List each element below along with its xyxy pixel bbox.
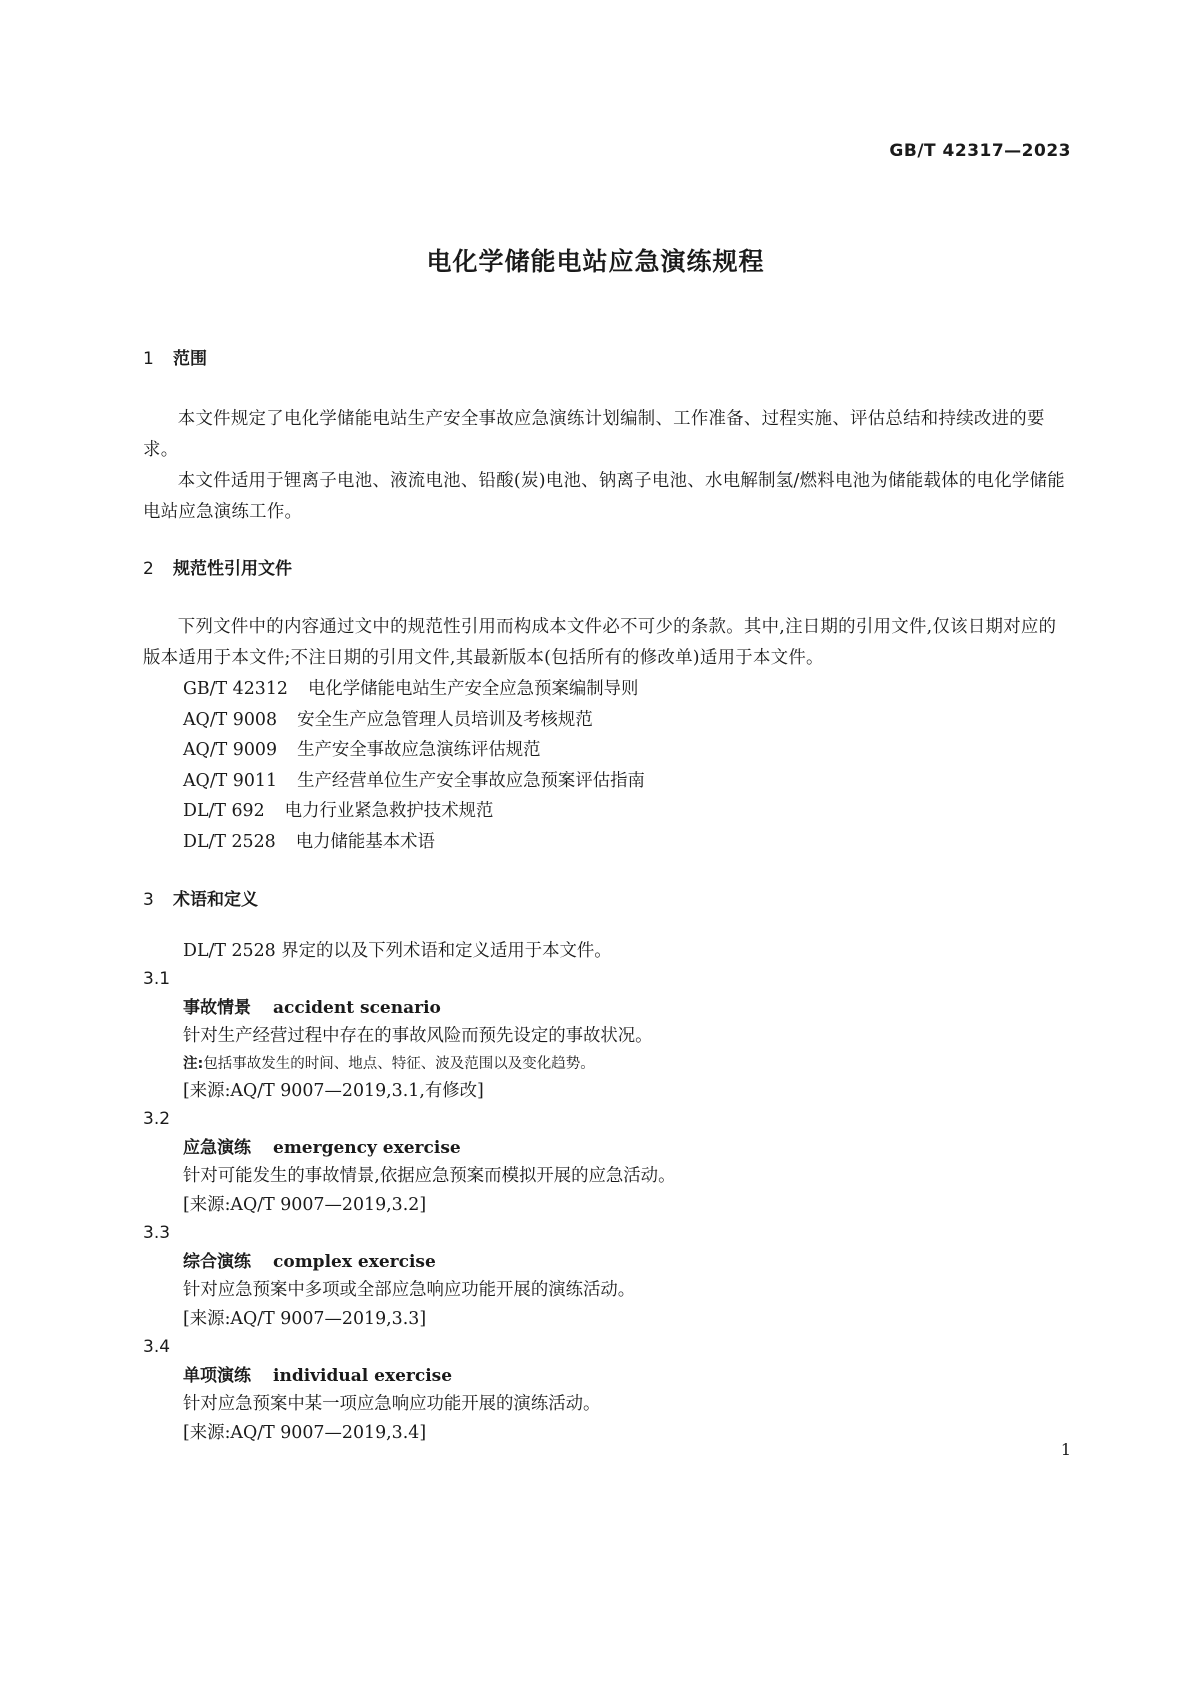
- reference-code: AQ/T 9011: [183, 770, 278, 791]
- note-text: 包括事故发生的时间、地点、特征、波及范围以及变化趋势。: [203, 1056, 595, 1072]
- paragraph: DL/T 2528 界定的以及下列术语和定义适用于本文件。: [183, 941, 612, 961]
- reference-title: 电力储能基本术语: [295, 831, 435, 852]
- term-note: [143, 1051, 1071, 1077]
- paragraph: 下列文件中的内容通过文中的规范性引用而构成本文件必不可少的条款。其中,注日期的引用文件,仅该日期对应的版本适用于本文件;不注日期的引用文件,其最新版本(包括所有的修改单)适用于本文件。: [143, 617, 1057, 668]
- reference-item: [143, 827, 1071, 858]
- section-number: 2: [143, 559, 154, 579]
- reference-code: AQ/T 9009: [183, 740, 278, 760]
- reference-code: GB/T 42312: [183, 679, 288, 699]
- reference-item: [143, 796, 1071, 827]
- term-en: emergency exercise: [273, 1138, 461, 1158]
- term-definition: 针对应急预案中某一项应急响应功能开展的演练活动。: [183, 1394, 601, 1414]
- term-heading: [143, 994, 1071, 1022]
- section-heading: [143, 887, 1071, 913]
- standard-code: GB/T 42317—2023: [889, 141, 1071, 161]
- section-number: 3: [143, 890, 154, 910]
- term-entry: [143, 1106, 1071, 1220]
- section-title: 术语和定义: [173, 890, 258, 910]
- term-definition: 针对可能发生的事故情景,依据应急预案而模拟开展的应急活动。: [183, 1166, 676, 1186]
- note-label: 注:: [183, 1056, 204, 1072]
- term-definition: 针对生产经营过程中存在的事故风险而预先设定的事故状况。: [183, 1026, 653, 1046]
- reference-title: 生产安全事故应急演练评估规范: [297, 740, 541, 760]
- term-en: complex exercise: [273, 1252, 436, 1272]
- section-heading: [143, 346, 1071, 372]
- term-source: [来源:AQ/T 9007—2019,3.3]: [183, 1309, 427, 1329]
- reference-list: [143, 674, 1071, 857]
- term-source: [来源:AQ/T 9007—2019,3.2]: [183, 1195, 427, 1215]
- reference-code: DL/T 692: [183, 801, 265, 821]
- paragraph: 本文件适用于锂离子电池、液流电池、铅酸(炭)电池、钠离子电池、水电解制氢/燃料电池为储能载体的电化学储能电站应急演练工作。: [143, 471, 1065, 522]
- term-number: 3.4: [143, 1337, 171, 1357]
- term-number: 3.2: [143, 1109, 171, 1129]
- section-title: 规范性引用文件: [173, 559, 292, 579]
- term-zh: 单项演练: [183, 1366, 251, 1386]
- page-number: 1: [1060, 1440, 1071, 1459]
- term-source: [来源:AQ/T 9007—2019,3.1,有修改]: [183, 1081, 484, 1101]
- term-heading: [143, 1248, 1071, 1276]
- reference-item: [143, 705, 1071, 736]
- term-en: individual exercise: [273, 1366, 453, 1386]
- reference-item: [143, 766, 1071, 797]
- term-zh: 事故情景: [183, 998, 251, 1018]
- section-heading: [143, 556, 1071, 582]
- term-entry: [143, 1334, 1071, 1448]
- reference-title: 安全生产应急管理人员培训及考核规范: [297, 709, 593, 730]
- section-scope: [143, 346, 1071, 528]
- term-zh: 应急演练: [183, 1138, 251, 1158]
- term-entry: [143, 966, 1071, 1106]
- term-definition: 针对应急预案中多项或全部应急响应功能开展的演练活动。: [183, 1280, 636, 1300]
- section-title: 范围: [173, 349, 207, 369]
- document-body: [143, 346, 1071, 1448]
- term-en: accident scenario: [273, 998, 441, 1018]
- reference-item: [143, 674, 1071, 705]
- section-number: 1: [143, 349, 154, 369]
- reference-code: AQ/T 9008: [183, 709, 278, 730]
- term-heading: [143, 1134, 1071, 1162]
- term-heading: [143, 1362, 1071, 1390]
- reference-title: 生产经营单位生产安全事故应急预案评估指南: [297, 770, 645, 791]
- section-terms-definitions: [143, 887, 1071, 1448]
- reference-item: [143, 735, 1071, 766]
- term-number: 3.1: [143, 969, 171, 989]
- reference-title: 电力行业紧急救护技术规范: [284, 801, 494, 821]
- reference-code: DL/T 2528: [183, 831, 276, 852]
- paragraph: 本文件规定了电化学储能电站生产安全事故应急演练计划编制、工作准备、过程实施、评估总结和持续改进的要求。: [143, 409, 1045, 460]
- term-number: 3.3: [143, 1223, 171, 1243]
- section-normative-references: [143, 556, 1071, 857]
- term-source: [来源:AQ/T 9007—2019,3.4]: [183, 1423, 427, 1443]
- document-title: 电化学储能电站应急演练规程: [426, 247, 765, 276]
- reference-title: 电化学储能电站生产安全应急预案编制导则: [307, 679, 639, 699]
- term-entry: [143, 1220, 1071, 1334]
- term-zh: 综合演练: [183, 1252, 251, 1272]
